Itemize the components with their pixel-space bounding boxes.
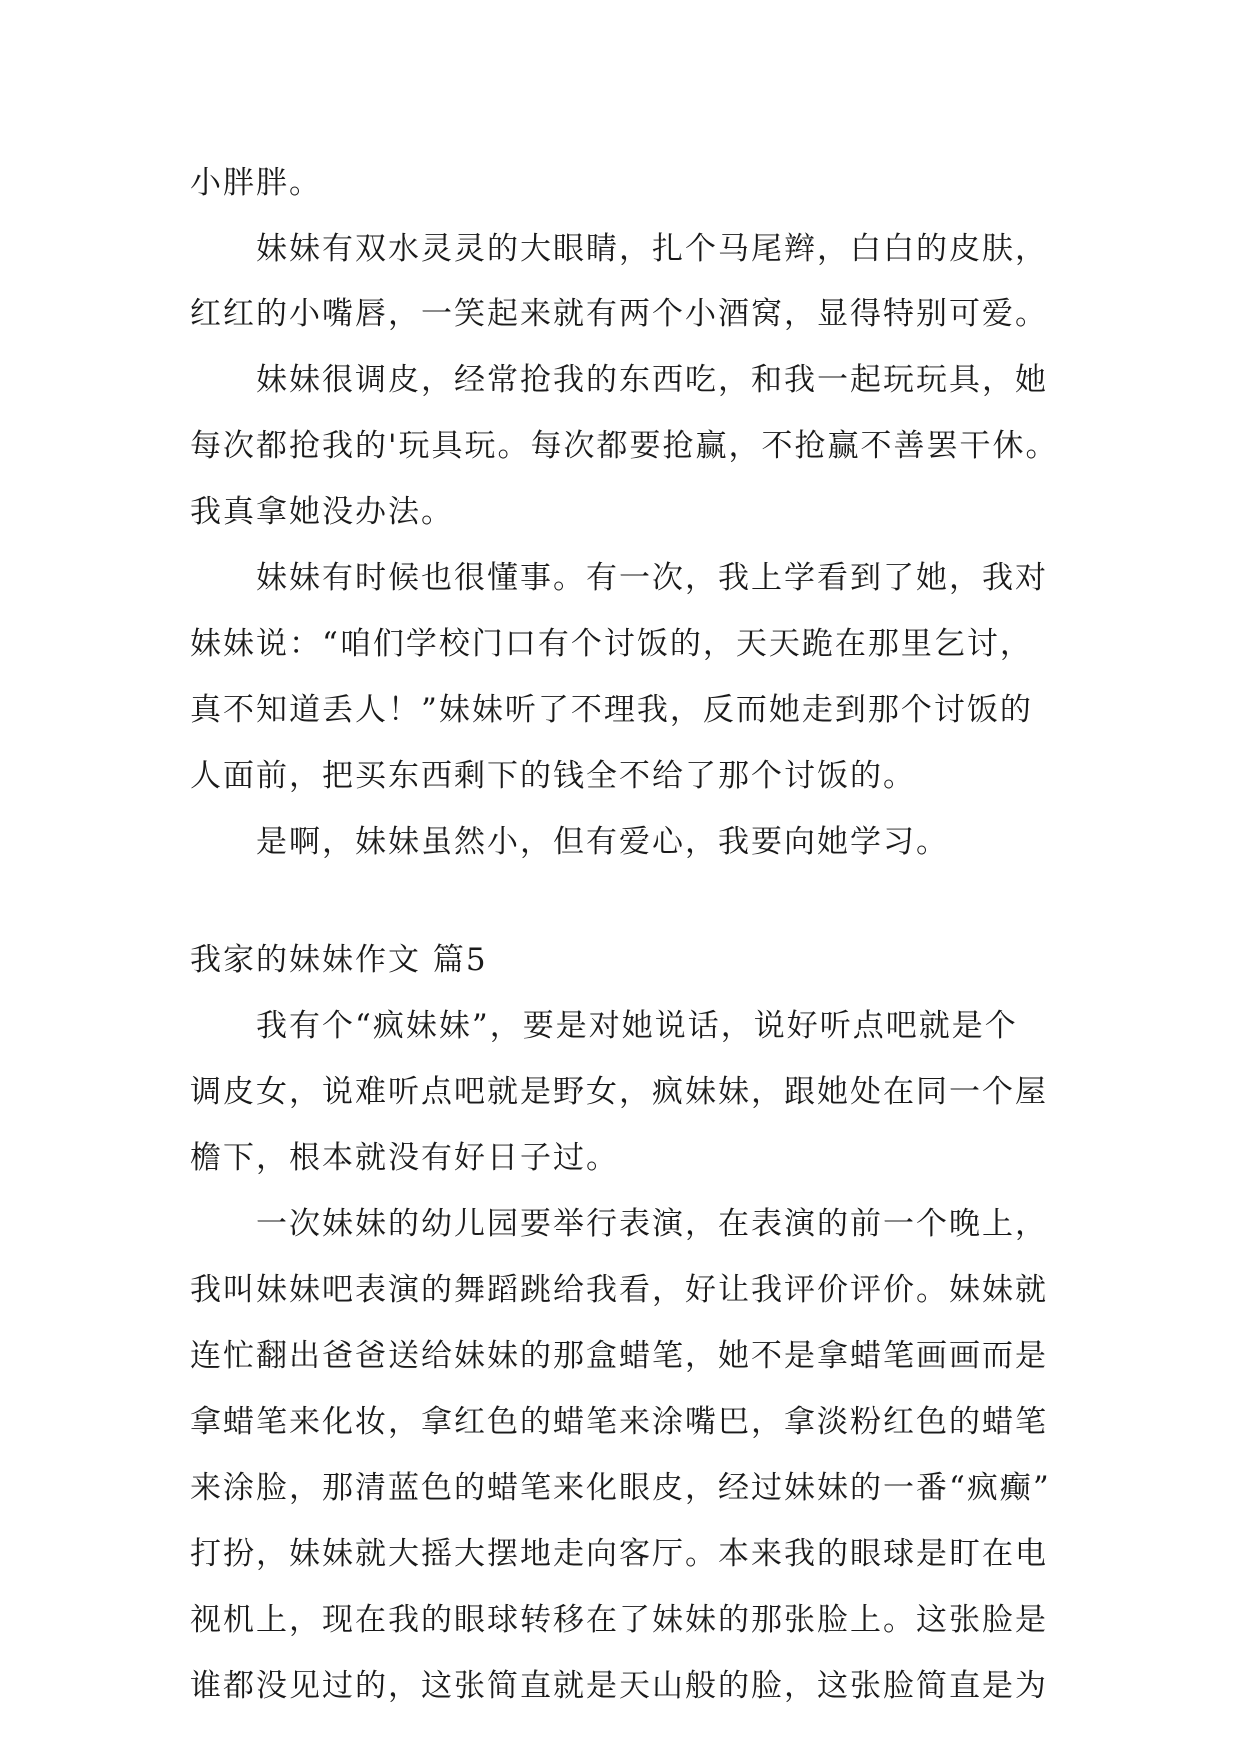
paragraph-line: 妹妹很调皮，经常抢我的东西吃，和我一起玩玩具，她 <box>256 362 1048 398</box>
paragraph-line: 我有个“疯妹妹”，要是对她说话，说好听点吧就是个 <box>256 1008 1018 1044</box>
paragraph-line: 打扮，妹妹就大摇大摆地走向客厅。本来我的眼球是盯在电 <box>190 1536 1048 1572</box>
paragraph-line: 妹妹有双水灵灵的大眼睛，扎个马尾辫，白白的皮肤， <box>256 231 1048 267</box>
section-heading: 我家的妹妹作文 篇5 <box>190 942 488 978</box>
paragraph-line: 妹妹说：“咱们学校门口有个讨饭的，天天跪在那里乞讨， <box>190 626 1033 662</box>
paragraph-line: 我真拿她没办法。 <box>190 494 454 530</box>
paragraph-line: 人面前，把买东西剩下的钱全不给了那个讨饭的。 <box>190 758 916 794</box>
paragraph-line: 来涂脸，那清蓝色的蜡笔来化眼皮，经过妹妹的一番“疯癫” <box>190 1470 1051 1506</box>
paragraph-line: 我叫妹妹吧表演的舞蹈跳给我看，好让我评价评价。妹妹就 <box>190 1272 1048 1308</box>
paragraph-line: 谁都没见过的，这张简直就是天山般的脸，这张脸简直是为 <box>190 1668 1048 1704</box>
paragraph-line: 妹妹有时候也很懂事。有一次，我上学看到了她，我对 <box>256 560 1048 596</box>
paragraph-line: 每次都抢我的'玩具玩。每次都要抢赢，不抢赢不善罢干休。 <box>190 428 1059 464</box>
paragraph-line: 一次妹妹的幼儿园要举行表演，在表演的前一个晚上， <box>256 1206 1048 1242</box>
paragraph-line: 调皮女，说难听点吧就是野女，疯妹妹，跟她处在同一个屋 <box>190 1074 1048 1110</box>
paragraph-line: 真不知道丢人！”妹妹听了不理我，反而她走到那个讨饭的 <box>190 692 1033 728</box>
paragraph-line: 连忙翻出爸爸送给妹妹的那盒蜡笔，她不是拿蜡笔画画而是 <box>190 1338 1048 1374</box>
paragraph-line: 视机上，现在我的眼球转移在了妹妹的那张脸上。这张脸是 <box>190 1602 1048 1638</box>
paragraph-line: 红红的小嘴唇，一笑起来就有两个小酒窝，显得特别可爱。 <box>190 296 1048 332</box>
paragraph-line: 小胖胖。 <box>190 165 322 201</box>
paragraph-line: 是啊，妹妹虽然小，但有爱心，我要向她学习。 <box>256 824 949 860</box>
paragraph-line: 拿蜡笔来化妆，拿红色的蜡笔来涂嘴巴，拿淡粉红色的蜡笔 <box>190 1404 1048 1440</box>
paragraph-line: 檐下，根本就没有好日子过。 <box>190 1140 619 1176</box>
